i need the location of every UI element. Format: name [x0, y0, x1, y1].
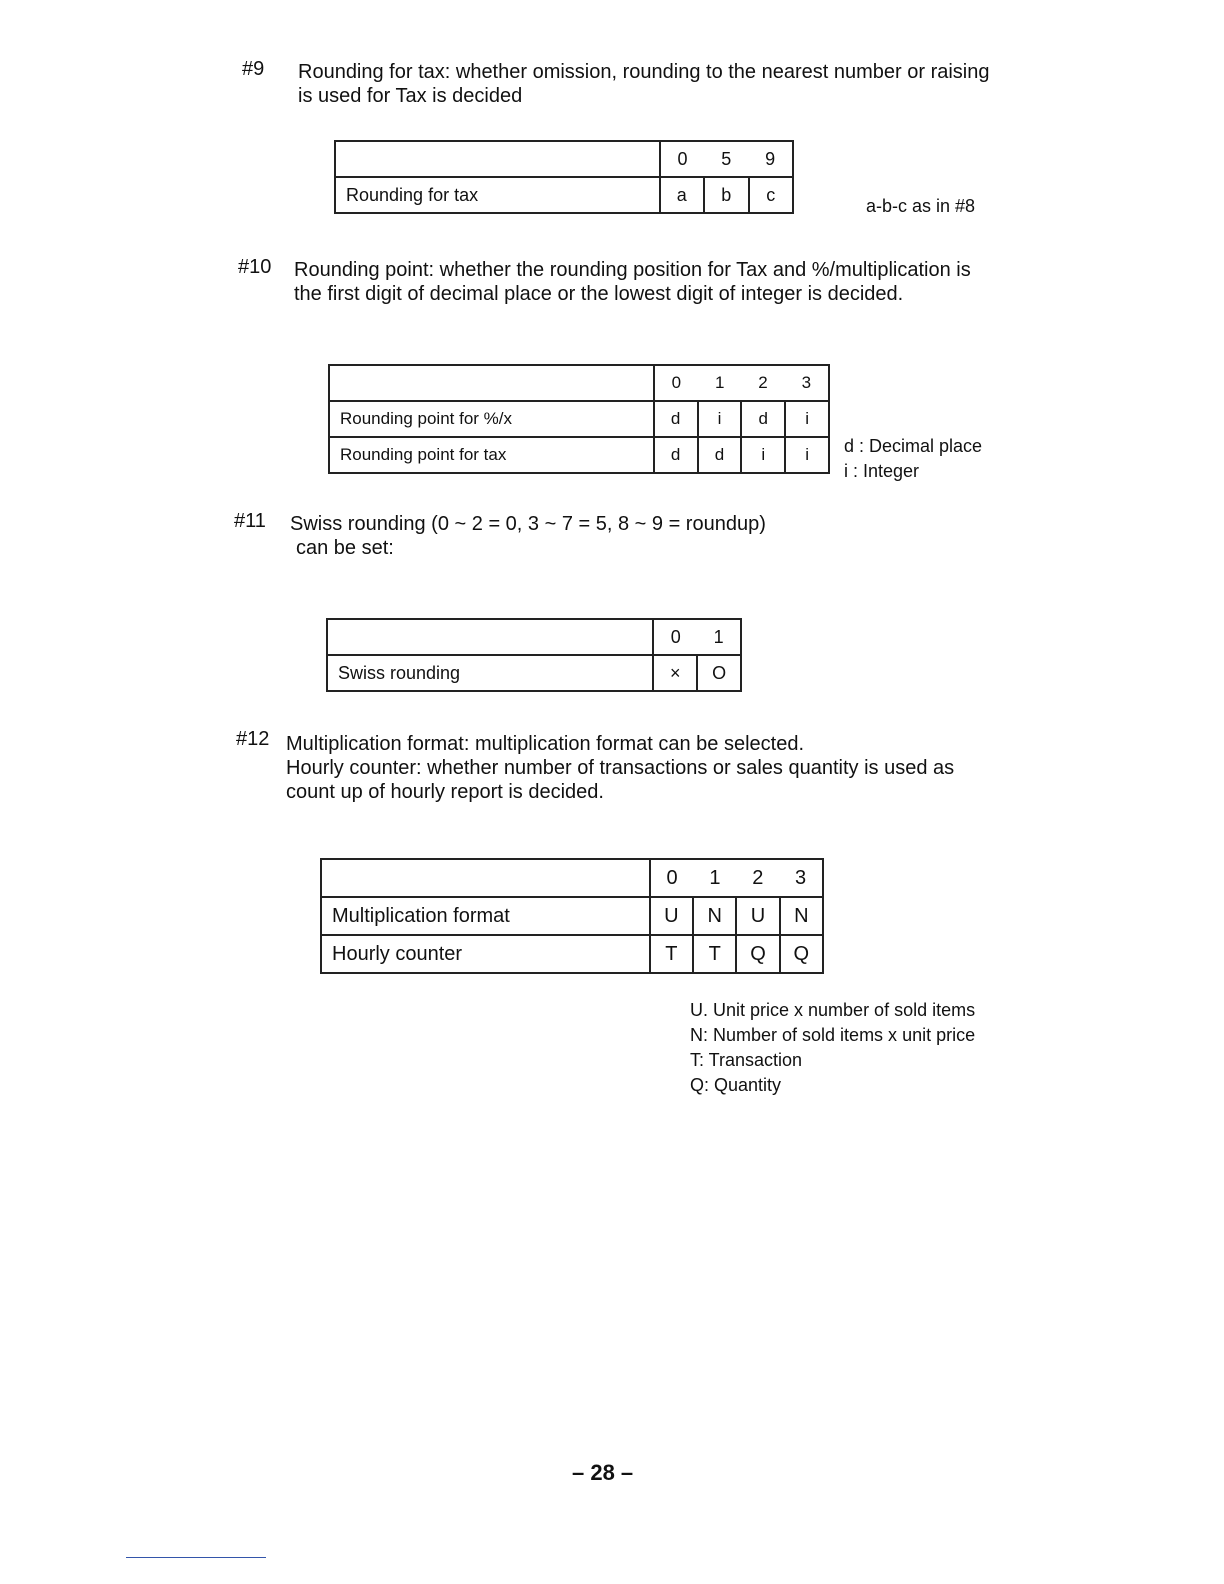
section-10-line-1: Rounding point: whether the rounding position for Tax and %/multiplication is [294, 259, 971, 281]
cell-value: a [676, 184, 687, 205]
table-header-blank [321, 859, 650, 897]
section-10-legend [844, 434, 982, 484]
section-9-line-2: is used for Tax is decided [298, 85, 523, 107]
cell-value: N [779, 898, 822, 934]
header-value: 9 [765, 148, 776, 169]
cell-value: i [784, 402, 828, 436]
legend-decimal: d : Decimal place [844, 436, 983, 456]
legend-integer: i : Integer [844, 461, 920, 481]
legend-number-of-items: N: Number of sold items x unit price [690, 1025, 976, 1045]
table-header-blank [327, 619, 653, 655]
table-header-values [653, 619, 741, 655]
row-label: Rounding for tax [335, 177, 660, 213]
cell-value: i [784, 438, 828, 472]
rounding-for-tax-table [334, 140, 794, 214]
section-12-line-1: Multiplication format: multiplication format can be selected. [286, 733, 805, 755]
section-10-line-2: the first digit of decimal place or the lowest digit of integer is decided. [294, 283, 904, 305]
cell-value: d [697, 438, 741, 472]
cell-value: T [692, 936, 735, 972]
table-header-values [650, 859, 823, 897]
header-value: 2 [758, 373, 768, 392]
row-label: Hourly counter [321, 935, 650, 973]
cell-value: b [703, 178, 747, 212]
legend-unit-price: U. Unit price x number of sold items [690, 1000, 976, 1020]
cell-value: U [735, 898, 778, 934]
header-value: 2 [752, 866, 764, 889]
legend-quantity: Q: Quantity [690, 1075, 782, 1095]
cell-value: i [697, 402, 741, 436]
section-12-line-3: count up of hourly report is decided. [286, 781, 604, 803]
section-10-number: #10 [238, 256, 272, 278]
header-value: 3 [795, 866, 807, 889]
cell-value: d [670, 445, 681, 464]
page-number: – 28 – [572, 1460, 634, 1485]
cell-value: N [692, 898, 735, 934]
cell-value: T [665, 942, 678, 965]
section-12-description [286, 732, 954, 804]
cell-value: d [740, 402, 784, 436]
section-9-description [298, 60, 990, 108]
row-cells [660, 177, 793, 213]
swiss-rounding-table [326, 618, 742, 692]
row-cells [650, 935, 823, 973]
row-cells [650, 897, 823, 935]
section-12-line-2: Hourly counter: whether number of transactions or sales quantity is used as [286, 757, 955, 779]
cell-value: d [670, 409, 681, 428]
header-value: 0 [677, 148, 688, 169]
cell-value: Q [735, 936, 778, 972]
header-value: 1 [713, 626, 724, 647]
section-12-legend [690, 998, 975, 1098]
header-value: 1 [714, 373, 725, 392]
header-value: 0 [670, 626, 681, 647]
section-9-note: a-b-c as in #8 [866, 196, 976, 216]
cell-value: c [748, 178, 792, 212]
section-11-line-1: Swiss rounding (0 ~ 2 = 0, 3 ~ 7 = 5, 8 ~ 9 = roundup) [290, 513, 766, 535]
section-11-number: #11 [234, 510, 266, 532]
row-cells [653, 655, 741, 691]
footer-rule [126, 1557, 266, 1558]
header-value: 5 [721, 148, 732, 169]
header-value: 1 [709, 866, 721, 889]
table-header-values [654, 365, 829, 401]
row-label: Rounding point for tax [329, 437, 654, 473]
legend-transaction: T: Transaction [690, 1050, 803, 1070]
cell-value: O [696, 656, 740, 690]
cell-value: U [664, 904, 679, 927]
table-header-values [660, 141, 793, 177]
section-9-number: #9 [242, 58, 265, 80]
row-cells [654, 401, 829, 437]
header-value: 3 [801, 373, 812, 392]
rounding-point-table [328, 364, 830, 474]
table-header-blank [329, 365, 654, 401]
section-12-number: #12 [236, 728, 270, 750]
row-label: Swiss rounding [327, 655, 653, 691]
multiplication-format-table [320, 858, 824, 974]
table-header-blank [335, 141, 660, 177]
section-11-description [290, 512, 766, 560]
row-cells [654, 437, 829, 473]
header-value: 0 [666, 866, 678, 889]
section-11-line-2: can be set: [296, 537, 394, 559]
section-9-line-1: Rounding for tax: whether omission, rounding to the nearest number or raising [298, 61, 990, 83]
row-label: Rounding point for %/x [329, 401, 654, 437]
cell-value: Q [779, 936, 822, 972]
row-label: Multiplication format [321, 897, 650, 935]
cell-value: i [740, 438, 784, 472]
section-10-description [294, 258, 971, 306]
header-value: 0 [671, 373, 682, 392]
cell-value: × [670, 662, 681, 683]
